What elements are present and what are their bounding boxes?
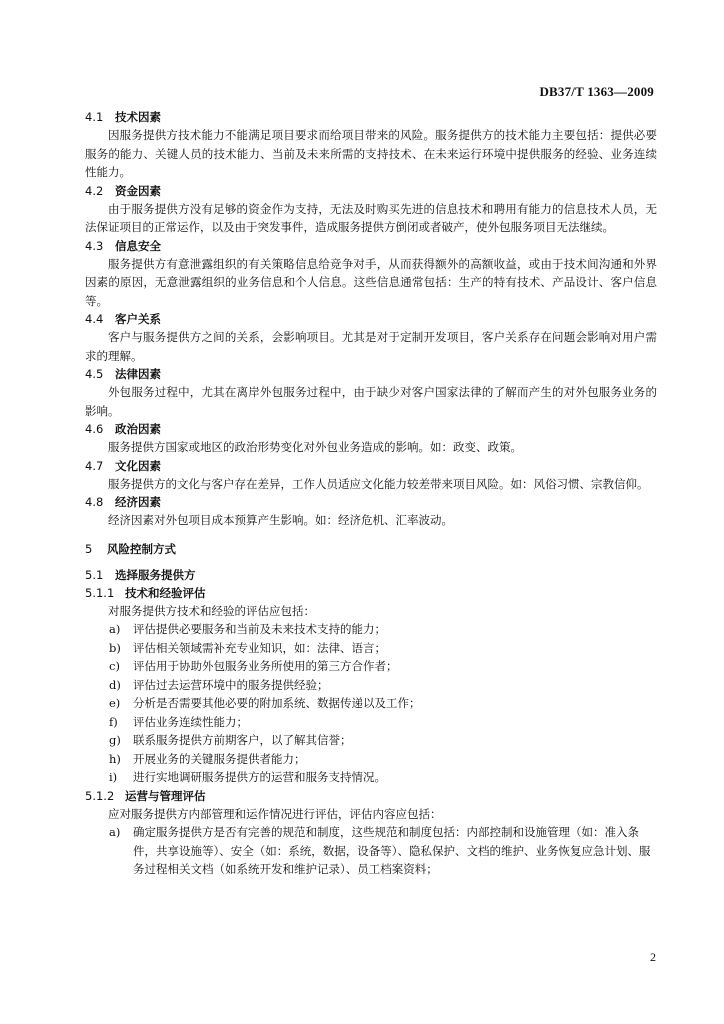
list-item-text: 评估相关领域需补充专业知识，如：法律、语言； xyxy=(133,640,386,655)
list-item-label: h) xyxy=(109,751,121,766)
paragraph: 服务提供方国家或地区的政治形势变化对外包业务造成的影响。如：政变、政策。 xyxy=(108,440,522,454)
page-number: 2 xyxy=(650,950,656,964)
list-item xyxy=(85,823,657,879)
list-item-label: c) xyxy=(109,659,120,673)
list-item-label: b) xyxy=(109,640,121,655)
list-item xyxy=(85,639,657,658)
section-title: 信息安全 xyxy=(115,238,161,253)
section-number: 4.1 xyxy=(85,110,104,124)
section-number: 5 xyxy=(85,541,93,556)
list-item xyxy=(85,657,657,676)
list-item-label: i) xyxy=(109,770,118,784)
section-title: 风险控制方式 xyxy=(107,541,176,556)
section-number: 4.8 xyxy=(85,495,104,509)
section-heading-4-6 xyxy=(85,420,657,438)
paragraph: 由于服务提供方没有足够的资金作为支持，无法及时购买先进的信息技术和聘用有能力的信息技术人员，无法保证项目的正常运作，以及由于突发事件，造成服务提供方倒闭或者破产，使外包服务项目无法继续。 xyxy=(85,201,657,234)
section-title: 技术和经验评估 xyxy=(125,585,206,600)
paragraph: 应对服务提供方内部管理和运作情况进行评估，评估内容应包括： xyxy=(108,806,442,821)
list-item-text: 进行实地调研服务提供方的运营和服务支持情况。 xyxy=(133,770,386,784)
paragraph: 服务提供方的文化与客户存在差异，工作人员适应文化能力较差带来项目风险。如：风俗习惯、宗教信仰。 xyxy=(108,476,649,491)
section-number: 4.3 xyxy=(85,238,104,253)
section-number: 4.7 xyxy=(85,458,104,473)
list-item xyxy=(85,713,657,732)
list-item-label: a) xyxy=(109,622,121,636)
list-item-text: 评估业务连续性能力； xyxy=(133,714,248,729)
section-title: 文化因素 xyxy=(115,458,161,473)
section-title: 技术因素 xyxy=(115,110,161,124)
section-heading-4-1 xyxy=(85,108,657,126)
list-item-text: 评估用于协助外包服务业务所使用的第三方合作者； xyxy=(133,659,398,673)
section-heading-5-1 xyxy=(85,566,657,584)
list-item-label: f) xyxy=(109,714,118,729)
section-heading-5-1-2 xyxy=(85,787,657,805)
paragraph: 外包服务过程中，尤其在离岸外包服务过程中，由于缺少对客户国家法律的了解而产生的对外包服务业务的影响。 xyxy=(85,385,657,418)
list-5-1-1 xyxy=(85,620,657,787)
section-title: 法律因素 xyxy=(115,367,161,381)
list-item-label: a) xyxy=(109,825,121,839)
list-item-label: g) xyxy=(109,733,121,747)
section-title: 经济因素 xyxy=(115,495,161,509)
list-item-text: 评估提供必要服务和当前及未来技术支持的能力； xyxy=(133,622,386,636)
list-item xyxy=(85,620,657,639)
paragraph: 对服务提供方技术和经验的评估应包括： xyxy=(108,603,315,618)
section-heading-4-5 xyxy=(85,365,657,383)
section-title: 资金因素 xyxy=(115,183,161,198)
section-heading-4-7 xyxy=(85,457,657,475)
section-heading-5-1-1 xyxy=(85,584,657,602)
list-item-label: d) xyxy=(109,677,121,692)
section-heading-4-4 xyxy=(85,310,657,328)
section-title: 客户关系 xyxy=(115,312,161,326)
list-item xyxy=(85,694,657,713)
document-body xyxy=(85,108,657,879)
section-heading-4-2 xyxy=(85,182,657,200)
list-item xyxy=(85,768,657,787)
list-item xyxy=(85,676,657,695)
section-number: 5.1.1 xyxy=(85,585,115,600)
section-title: 运营与管理评估 xyxy=(125,788,206,803)
paragraph: 客户与服务提供方之间的关系，会影响项目。尤其是对于定制开发项目，客户关系存在问题会影响对用户需求的理解。 xyxy=(85,330,657,363)
section-number: 4.5 xyxy=(85,367,104,381)
section-number: 4.2 xyxy=(85,183,104,198)
paragraph: 服务提供方有意泄露组织的有关策略信息给竞争对手，从而获得额外的高额收益，或由于技术间沟通和外界因素的原因，无意泄露组织的业务信息和个人信息。这些信息通常包括：生产的特有技术、产品设计、客户信息等。 xyxy=(85,256,657,308)
list-item xyxy=(85,731,657,750)
paragraph: 因服务提供方技术能力不能满足项目要求而给项目带来的风险。服务提供方的技术能力主要包括：提供必要服务的能力、关键人员的技术能力、当前及未来所需的支持技术、在未来运行环境中提供服务的经验、业务连续性能力。 xyxy=(85,128,657,179)
list-item-label: e) xyxy=(109,696,121,710)
section-heading-5 xyxy=(85,540,657,558)
section-number: 5.1.2 xyxy=(85,788,115,803)
section-title: 政治因素 xyxy=(115,422,161,436)
list-5-1-2 xyxy=(85,823,657,879)
section-number: 5.1 xyxy=(85,567,104,582)
section-heading-4-3 xyxy=(85,237,657,255)
section-number: 4.4 xyxy=(85,312,104,326)
list-item-text: 评估过去运营环境中的服务提供经验； xyxy=(133,677,329,692)
list-item xyxy=(85,750,657,769)
section-title: 选择服务提供方 xyxy=(115,567,196,582)
list-item-text: 开展业务的关键服务提供者能力； xyxy=(133,751,306,766)
section-heading-4-8 xyxy=(85,493,657,511)
section-number: 4.6 xyxy=(85,422,104,436)
doc-id-header: DB37/T 1363—2009 xyxy=(539,84,654,99)
list-item-text: 确定服务提供方是否有完善的规范和制度，这些规范和制度包括：内部控制和设施管理（如：准入条件，共享设施等）、安全（如：系统，数据，设备等）、隐私保护、文档的维护、业务恢复应急计划、服务过程相关文档（如系统开发和维护记录）、员工档案资料； xyxy=(133,825,651,876)
list-item-text: 联系服务提供方前期客户，以了解其信誉； xyxy=(133,733,352,747)
paragraph: 经济因素对外包项目成本预算产生影响。如：经济危机、汇率波动。 xyxy=(108,513,453,527)
list-item-text: 分析是否需要其他必要的附加系统、数据传递以及工作； xyxy=(133,696,421,710)
